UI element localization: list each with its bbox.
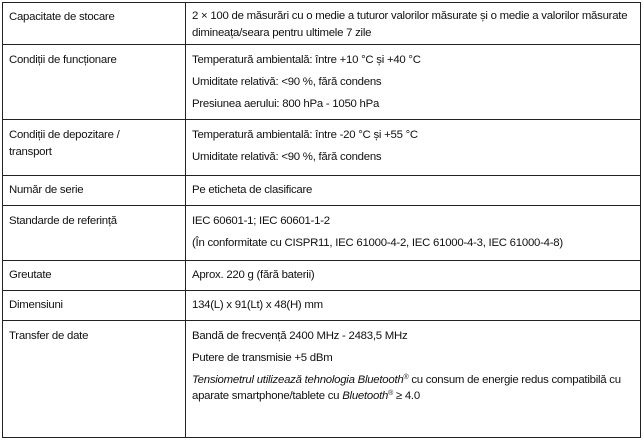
label-serial-number: Număr de serie (9, 184, 84, 196)
table-row (3, 120, 641, 176)
value-bluetooth-note (192, 372, 634, 404)
value-storage-capacity: 2 × 100 de măsurări cu o medie a tuturor valorilor măsurate și o medie a valorilor măsurate dimineața/seara pentru ultimele 7 zile (192, 10, 628, 39)
table-row (3, 291, 641, 321)
registered-mark: ® (403, 374, 409, 381)
value-operating-humidity: Umiditate relativă: <90 %, fără condens (192, 76, 382, 88)
row-label (3, 206, 186, 261)
row-label (3, 3, 186, 45)
row-value (186, 176, 641, 206)
value-storage-humidity: Umiditate relativă: <90 %, fără condens (192, 151, 382, 163)
value-serial-number: Pe eticheta de clasificare (192, 184, 313, 196)
row-label (3, 261, 186, 291)
label-reference-standards: Standarde de referință (9, 215, 117, 227)
row-value (186, 291, 641, 321)
bluetooth-note-italic-2: Bluetooth (342, 390, 389, 402)
table-row (3, 206, 641, 261)
row-value (186, 120, 641, 176)
label-storage-capacity: Capacitate de stocare (9, 11, 115, 23)
bluetooth-version: ≥ 4.0 (393, 390, 420, 402)
row-value (186, 261, 641, 291)
table-row (3, 3, 641, 45)
label-storage-transport-conditions: Condiții de depozitare / transport (9, 129, 120, 158)
table-row (3, 321, 641, 438)
value-storage-temperature: Temperatură ambientală: între -20 °C și +55 °C (192, 129, 418, 141)
specifications-table (2, 2, 641, 438)
row-label (3, 45, 186, 120)
table-row (3, 176, 641, 206)
value-operating-pressure: Presiunea aerului: 800 hPa - 1050 hPa (192, 98, 380, 110)
label-data-transfer: Transfer de date (9, 330, 89, 342)
row-label (3, 120, 186, 176)
table-row (3, 45, 641, 120)
registered-mark: ® (388, 390, 393, 397)
value-transmit-power: Putere de transmisie +5 dBm (192, 352, 333, 364)
label-operating-conditions: Condiții de funcționare (9, 54, 117, 66)
row-value (186, 321, 641, 438)
row-value (186, 206, 641, 261)
label-weight: Greutate (9, 269, 52, 281)
value-dimensions: 134(L) x 91(Lt) x 48(H) mm (192, 299, 323, 311)
row-label (3, 321, 186, 438)
value-operating-temperature: Temperatură ambientală: între +10 °C și +40 °C (192, 54, 421, 66)
bluetooth-note-text: cu consum de energie redus compatibilă cu aparate smartphone/tablete cu (192, 374, 621, 402)
bluetooth-note-italic-1: Tensiometrul utilizează tehnologia Bluetooth (192, 374, 404, 386)
value-standards-conformity: (În conformitate cu CISPR11, IEC 61000-4-2, IEC 61000-4-3, IEC 61000-4-8) (192, 237, 563, 249)
row-label (3, 176, 186, 206)
value-weight: Aprox. 220 g (fără baterii) (192, 269, 315, 281)
value-frequency-band: Bandă de frecvență 2400 MHz - 2483,5 MHz (192, 330, 408, 342)
label-dimensions: Dimensiuni (9, 299, 63, 311)
table-row (3, 261, 641, 291)
row-value (186, 3, 641, 45)
row-value (186, 45, 641, 120)
value-standards-iec: IEC 60601-1; IEC 60601-1-2 (192, 215, 330, 227)
row-label (3, 291, 186, 321)
